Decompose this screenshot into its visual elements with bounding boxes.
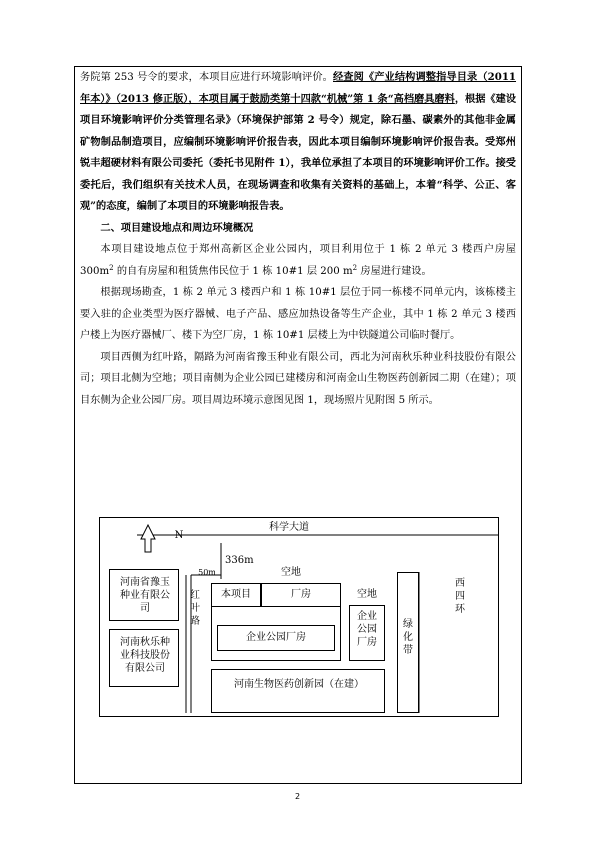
text-run: 的自有房屋和租赁焦伟民位于 1 栋 10#1 层 200 m <box>113 265 353 277</box>
surroundings-map <box>99 517 499 717</box>
distance-50m: 50m <box>198 568 216 577</box>
text-run: 务院第 253 号令的要求，本项目应进行环境影响评价。 <box>80 72 333 83</box>
building-park-factory-center: 企业公园厂房 <box>217 625 335 651</box>
building-project: 本项目 <box>211 583 261 607</box>
building-factory: 厂房 <box>261 583 341 607</box>
text-run-rest: ，根据《建设项目环境影响评价分类管理名录》（环境保护部第 2 号令）规定，除石墨、碳素外的其他非金属矿物制品制造项目，应编制环境影响评价报告表，因此本项目编制环境影响评价报告表。受郑州锐丰超硬材料有限公司委托（委托书见附件 1），我单位承担了本项目的环境影响评价工作。接受委托后，我们组织有关技术人员，在现场调查和收集有关资料的基础上，本着“科学、公正、客观”的态度，编制了本项目的环境影响报告表。 <box>80 92 517 212</box>
paragraph-location <box>80 239 516 282</box>
superscript: 2 <box>109 263 114 272</box>
text-run: 本项目建设地点位于郑州高新区企业公园内，项目利用位于 1 栋 2 单元 3 楼西户房屋 300m <box>80 244 516 277</box>
empty-land-east: 空地 <box>357 589 377 600</box>
green-belt: 绿化带 <box>397 572 419 713</box>
building-park-factory-east: 企业公园厂房 <box>349 605 385 661</box>
building-bio-park: 河南生物医药创新园（在建） <box>211 669 385 713</box>
north-label: N <box>174 530 184 541</box>
bold-underlined-text: 经查阅《产业结构调整指导目录（2011 年本）》（2013 修正版），本项目属于鼓励类第十四款“机械”第 1 条“高档磨具磨料 <box>80 71 517 105</box>
road-xisihuan: 西四环 <box>455 578 465 615</box>
building-qiule: 河南秋乐种业科技股份有限公司 <box>109 629 179 687</box>
road-kexue: 科学大道 <box>269 522 309 533</box>
paragraph-site-survey: 根据现场勘查，1 栋 2 单元 3 楼西户和 1 栋 10#1 层位于同一栋楼不同单元内，该栋楼主要入驻的企业类型为医疗器械、电子产品、感应加热设备等生产企业，其中 1 栋 2 单元 3 楼西户楼上为医疗器械厂、楼下为空厂房，1 栋 10#1 层楼上为中铁隧道公司临时餐厅。 <box>80 287 516 341</box>
page-number: 2 <box>294 792 301 801</box>
body-text <box>80 67 516 411</box>
empty-land-north: 空地 <box>281 567 301 578</box>
superscript: 2 <box>352 263 358 272</box>
building-yuyu: 河南省豫玉种业有限公司 <box>109 569 179 621</box>
paragraph-eia-requirement <box>80 67 516 218</box>
distance-336m: 336m <box>225 555 254 566</box>
paragraph-surroundings: 项目西侧为红叶路，隔路为河南省豫玉种业有限公司，西北为河南秋乐种业科技股份有限公司；项目北侧为空地；项目南侧为企业公园已建楼房和河南金山生物医药创新园二期（在建）；项目东侧为企业公园厂房。项目周边环境示意图见图 1，现场照片见附图 5 所示。 <box>80 351 516 406</box>
section-title: 二、项目建设地点和周边环境概况 <box>100 222 254 234</box>
text-run: 房屋进行建设。 <box>357 265 432 277</box>
road-hongye: 红叶路 <box>190 590 200 627</box>
north-arrow-icon <box>141 525 155 552</box>
